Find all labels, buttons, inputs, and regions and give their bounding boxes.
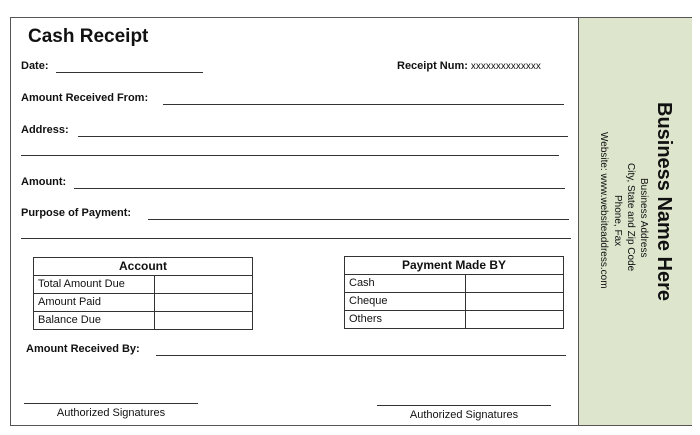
payment-value-cell[interactable] [466,275,564,293]
account-value-cell[interactable] [155,312,253,330]
account-row-label: Total Amount Due [34,276,155,294]
signature-line-left[interactable] [24,403,198,404]
address-line-1[interactable] [78,136,568,137]
account-row-label: Amount Paid [34,294,155,312]
signature-label-left: Authorized Signatures [56,407,166,419]
purpose-line-2[interactable] [21,238,571,239]
amount-received-from-line[interactable] [163,104,564,105]
payment-row-label: Cash [345,275,466,293]
payment-table [344,256,564,329]
date-line[interactable] [56,72,203,73]
purpose-label: Purpose of Payment: [21,207,132,219]
business-address: Business Address [638,178,649,258]
table-row [34,294,253,312]
receipt-num [397,60,541,72]
amount-label: Amount: [21,176,67,188]
business-sidebar [578,18,692,425]
receipt-num-value: xxxxxxxxxxxxxx [470,61,541,72]
account-row-label: Balance Due [34,312,155,330]
table-row [34,312,253,330]
payment-row-label: Cheque [345,293,466,311]
signature-line-right[interactable] [377,405,551,406]
table-row [34,276,253,294]
signature-label-right: Authorized Signatures [409,409,519,421]
received-by-label: Amount Received By: [26,343,140,355]
purpose-line-1[interactable] [148,219,569,220]
amount-received-from-label: Amount Received From: [21,92,149,104]
table-row [345,293,564,311]
address-line-2[interactable] [21,155,559,156]
receipt-num-label: Receipt Num: [397,60,468,72]
account-header: Account [34,258,253,276]
payment-value-cell[interactable] [466,311,564,329]
payment-row-label: Others [345,311,466,329]
business-website: Website: www.websiteaddress.com [598,132,609,289]
payment-value-cell[interactable] [466,293,564,311]
account-table [33,257,253,330]
amount-line[interactable] [74,188,565,189]
account-value-cell[interactable] [155,294,253,312]
table-row [345,311,564,329]
cash-receipt [10,17,692,426]
table-row [345,275,564,293]
payment-header: Payment Made BY [345,257,564,275]
account-value-cell[interactable] [155,276,253,294]
received-by-line[interactable] [156,355,566,356]
address-label: Address: [21,124,69,136]
business-city: City, State and Zip Code [625,163,636,272]
receipt-title: Cash Receipt [28,26,149,47]
business-phone: Phone, Fax [612,195,623,247]
date-label: Date: [21,60,49,72]
business-name: Business Name Here [653,102,675,301]
